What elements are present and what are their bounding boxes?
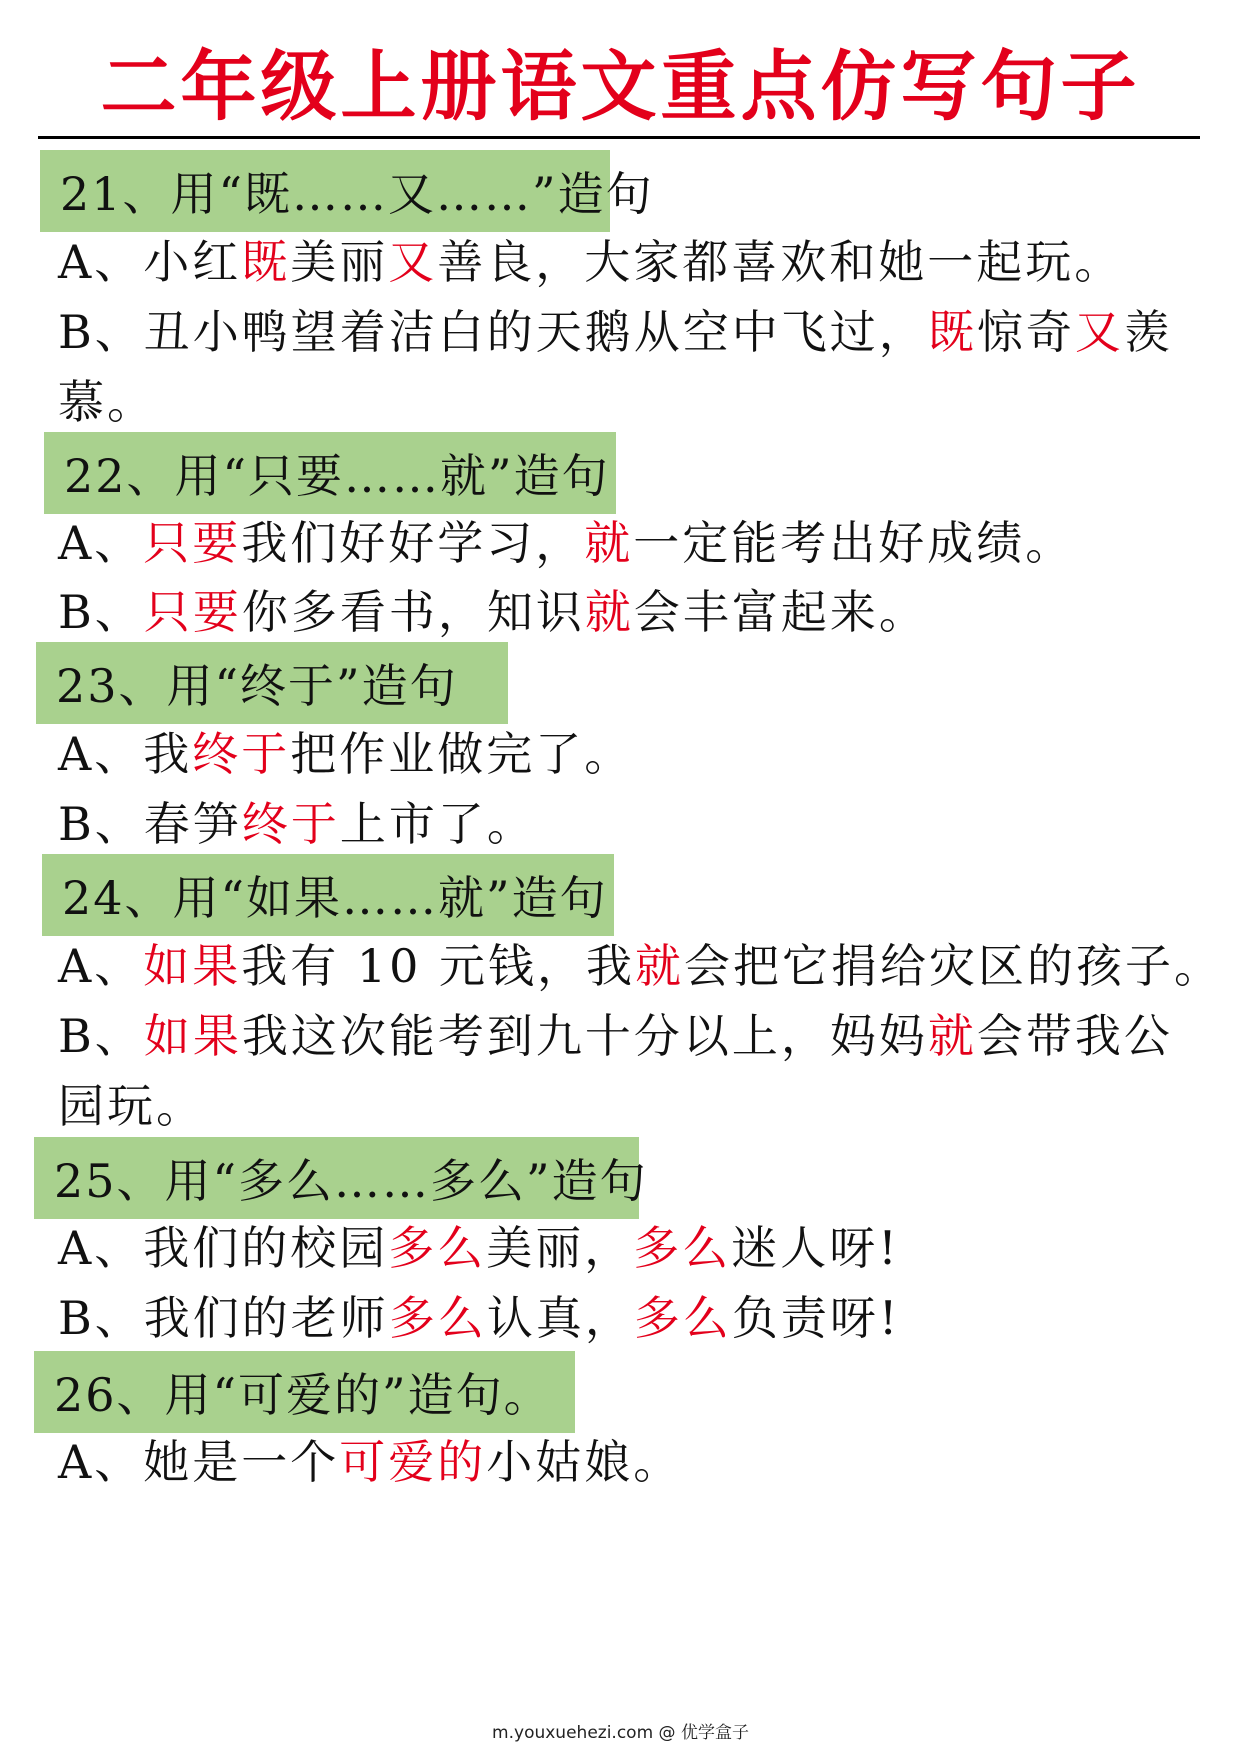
highlighted-keyword: 多么 <box>388 1221 487 1275</box>
sentence-text: B、丑小鸭望着洁白的天鹅从空中飞过， <box>58 305 928 359</box>
sentence-text: 迷人呀! <box>731 1221 900 1275</box>
sentence-text: 慕。 <box>58 375 156 429</box>
sentence-text: 我有 10 元钱，我 <box>241 939 636 993</box>
highlighted-keyword: 如果 <box>143 939 242 993</box>
sentence-text: 一定能考出好成绩。 <box>633 516 1075 570</box>
sentence-text: 羡 <box>1123 305 1173 359</box>
footer-watermark: m.youxuehezi.com @ 优学盒子 <box>492 1723 749 1743</box>
highlighted-keyword: 多么 <box>388 1291 487 1345</box>
section-heading: 25、用“多么……多么”造句 <box>34 1137 639 1219</box>
section-heading: 23、用“终于”造句 <box>36 642 508 724</box>
highlighted-keyword: 多么 <box>633 1291 732 1345</box>
sentence-text: 会带我公 <box>976 1009 1173 1063</box>
highlighted-keyword: 只要 <box>143 516 242 570</box>
section-heading: 24、用“如果……就”造句 <box>42 854 614 936</box>
section-heading: 22、用“只要……就”造句 <box>44 432 616 514</box>
sentence-text: 善良，大家都喜欢和她一起玩。 <box>437 235 1124 289</box>
sentence-text: B、 <box>58 585 144 639</box>
example-sentence-line <box>58 503 1198 583</box>
highlighted-keyword: 可爱的 <box>339 1435 487 1489</box>
highlighted-keyword: 如果 <box>143 1009 242 1063</box>
sentence-text: 会把它捐给灾区的孩子。 <box>684 939 1224 993</box>
example-sentence-line <box>58 714 1198 794</box>
example-sentence-line <box>58 292 1198 372</box>
sentence-text: A、 <box>58 939 144 993</box>
highlighted-keyword: 终于 <box>192 727 291 781</box>
sentence-text: A、她是一个 <box>58 1435 340 1489</box>
highlighted-keyword: 多么 <box>633 1221 732 1275</box>
highlighted-keyword: 又 <box>388 235 438 289</box>
highlighted-keyword: 只要 <box>143 585 242 639</box>
example-sentence-line <box>58 1278 1198 1358</box>
example-sentence-line <box>58 362 1198 442</box>
highlighted-keyword: 又 <box>1074 305 1124 359</box>
sentence-text: 我们好好学习， <box>241 516 585 570</box>
highlighted-keyword: 就 <box>584 585 634 639</box>
sentence-text: B、我们的老师 <box>58 1291 389 1345</box>
sentence-text: B、春笋 <box>58 797 242 851</box>
highlighted-keyword: 既 <box>927 305 977 359</box>
sentence-text: 美丽 <box>290 235 389 289</box>
example-sentence-line <box>58 1208 1198 1288</box>
sentence-text: A、我们的校园 <box>58 1221 389 1275</box>
sentence-text: 你多看书，知识 <box>241 585 585 639</box>
sentence-text: 会丰富起来。 <box>633 585 928 639</box>
page-title: 二年级上册语文重点仿写句子 <box>100 42 1141 131</box>
sentence-text: 把作业做完了。 <box>290 727 634 781</box>
sentence-text: 负责呀! <box>731 1291 901 1345</box>
sentence-text: 上市了。 <box>339 797 536 851</box>
sentence-text: A、 <box>58 516 144 570</box>
sentence-text: 我这次能考到九十分以上，妈妈 <box>241 1009 928 1063</box>
example-sentence-line <box>58 784 1198 864</box>
highlighted-keyword: 终于 <box>241 797 340 851</box>
sentence-text: B、 <box>58 1009 144 1063</box>
highlighted-keyword: 既 <box>241 235 291 289</box>
highlighted-keyword: 就 <box>927 1009 977 1063</box>
sentence-text: 园玩。 <box>58 1079 205 1133</box>
example-sentence-line <box>58 1422 1198 1502</box>
highlighted-keyword: 就 <box>635 939 685 993</box>
example-sentence-line <box>58 572 1198 652</box>
sentence-text: A、我 <box>58 727 193 781</box>
section-heading: 26、用“可爱的”造句。 <box>34 1351 575 1433</box>
example-sentence-line <box>58 1066 1198 1146</box>
section-heading: 21、用“既……又……”造句 <box>40 150 610 232</box>
highlighted-keyword: 就 <box>584 516 634 570</box>
sentence-text: 小姑娘。 <box>486 1435 683 1489</box>
sentence-text: 惊奇 <box>976 305 1075 359</box>
example-sentence-line <box>58 222 1198 302</box>
sentence-text: 认真， <box>486 1291 634 1345</box>
example-sentence-line <box>58 926 1224 1006</box>
sentence-text: A、小红 <box>58 235 242 289</box>
example-sentence-line <box>58 996 1198 1076</box>
sentence-text: 美丽， <box>486 1221 634 1275</box>
